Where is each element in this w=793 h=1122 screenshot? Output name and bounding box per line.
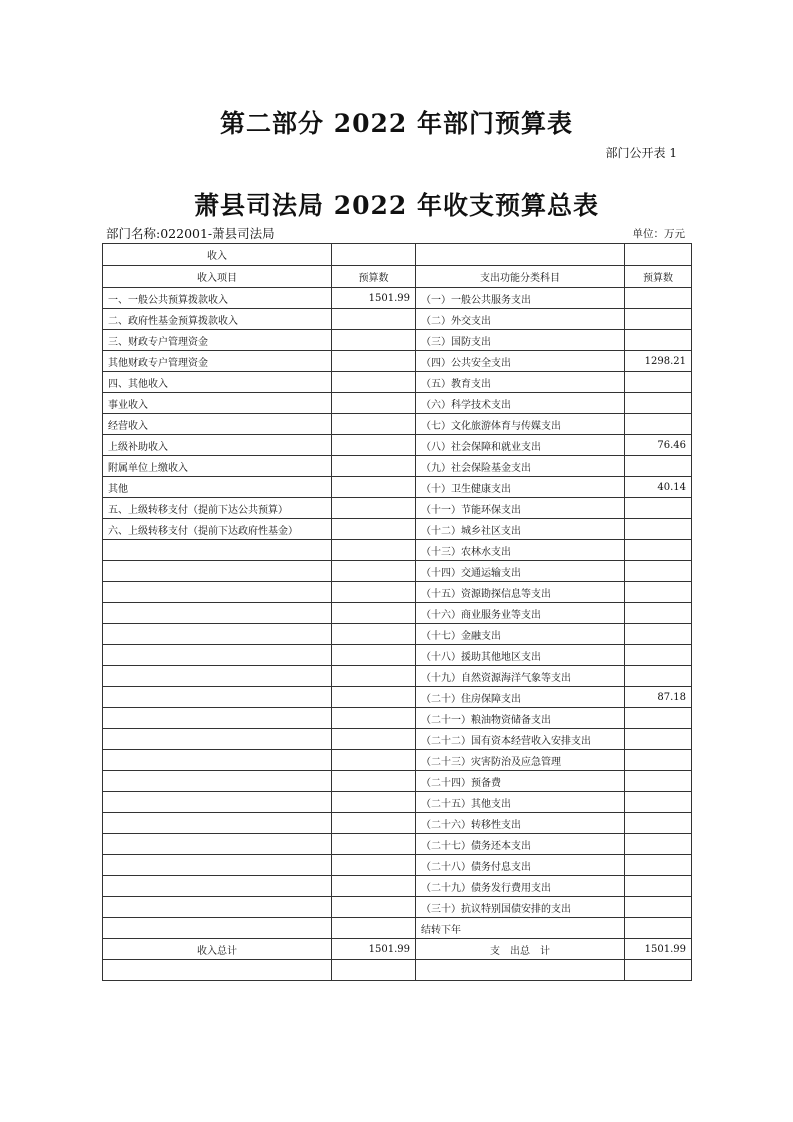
income-amount-cell [332, 351, 416, 372]
expense-item-cell: （三十）抗议特别国债安排的支出 [416, 897, 625, 918]
income-amount-cell [332, 309, 416, 330]
income-item-cell [103, 582, 332, 603]
blank-cell [416, 960, 625, 981]
income-amount-cell [332, 834, 416, 855]
expense-amount-cell [625, 372, 692, 393]
expense-item-cell: （十四）交通运输支出 [416, 561, 625, 582]
department-name: 部门名称:022001-萧县司法局 [106, 226, 275, 241]
income-amount-cell [332, 456, 416, 477]
income-amount-cell [332, 855, 416, 876]
income-item-cell: 附属单位上缴收入 [103, 456, 332, 477]
table-row [103, 855, 692, 876]
expense-item-cell: （二十七）债务还本支出 [416, 834, 625, 855]
income-item-cell [103, 561, 332, 582]
expense-item-cell: （三）国防支出 [416, 330, 625, 351]
expense-item-cell: （十三）农林水支出 [416, 540, 625, 561]
expense-item-cell: （二十五）其他支出 [416, 792, 625, 813]
expense-amount-cell [625, 792, 692, 813]
expense-item-cell: （四）公共安全支出 [416, 351, 625, 372]
income-amount-cell [332, 792, 416, 813]
expense-item-cell: 结转下年 [416, 918, 625, 939]
expense-item-cell: （十五）资源勘探信息等支出 [416, 582, 625, 603]
expense-amount-cell [625, 330, 692, 351]
income-amount-cell [332, 519, 416, 540]
budget-table [102, 243, 692, 981]
expense-amount-cell [625, 708, 692, 729]
table-row [103, 456, 692, 477]
income-total-value: 1501.99 [332, 939, 416, 960]
expense-item-cell: （五）教育支出 [416, 372, 625, 393]
table-row [103, 750, 692, 771]
expense-item-cell: （十二）城乡社区支出 [416, 519, 625, 540]
table-row [103, 519, 692, 540]
income-item-cell: 经营收入 [103, 414, 332, 435]
expense-item-cell: （二十）住房保障支出 [416, 687, 625, 708]
table-row [103, 729, 692, 750]
table-row [103, 645, 692, 666]
expense-item-cell: （二十四）预备费 [416, 771, 625, 792]
expense-item-cell: （二十九）债务发行费用支出 [416, 876, 625, 897]
table-row [103, 435, 692, 456]
expense-item-cell: （七）文化旅游体育与传媒支出 [416, 414, 625, 435]
income-item-cell: 其他财政专户管理资金 [103, 351, 332, 372]
income-item-cell: 事业收入 [103, 393, 332, 414]
table-row [103, 771, 692, 792]
income-amount-cell [332, 582, 416, 603]
income-item-cell [103, 666, 332, 687]
expense-amount-cell [625, 855, 692, 876]
header-blank [625, 244, 692, 266]
income-item-header: 收入项目 [103, 266, 332, 288]
income-item-cell: 一、一般公共预算拨款收入 [103, 288, 332, 309]
income-item-cell [103, 729, 332, 750]
page-title: 萧县司法局 2022 年收支预算总表 [194, 191, 599, 220]
part-title: 第二部分 2022 年部门预算表 [220, 109, 573, 138]
expense-amount-cell [625, 498, 692, 519]
table-row [103, 918, 692, 939]
income-total-label: 收入总计 [103, 939, 332, 960]
income-item-cell [103, 897, 332, 918]
expense-amount-cell: 76.46 [625, 435, 692, 456]
income-amount-cell [332, 918, 416, 939]
expense-amount-cell [625, 519, 692, 540]
blank-row [103, 960, 692, 981]
table-row [103, 372, 692, 393]
income-amount-cell [332, 708, 416, 729]
expense-amount-cell [625, 771, 692, 792]
expense-amount-cell [625, 624, 692, 645]
income-amount-cell [332, 435, 416, 456]
totals-row [103, 939, 692, 960]
table-row [103, 561, 692, 582]
income-item-cell: 上级补助收入 [103, 435, 332, 456]
blank-cell [625, 960, 692, 981]
income-item-cell: 五、上级转移支付（提前下达公共预算） [103, 498, 332, 519]
expense-amount-cell: 40.14 [625, 477, 692, 498]
income-item-cell: 二、政府性基金预算拨款收入 [103, 309, 332, 330]
income-item-cell [103, 645, 332, 666]
income-item-cell [103, 687, 332, 708]
expense-budget-header: 预算数 [625, 266, 692, 288]
expense-amount-cell [625, 456, 692, 477]
table-row [103, 666, 692, 687]
expense-amount-cell: 87.18 [625, 687, 692, 708]
expense-amount-cell [625, 918, 692, 939]
expense-amount-cell [625, 897, 692, 918]
income-amount-cell [332, 729, 416, 750]
income-amount-cell [332, 540, 416, 561]
header-row-income [103, 244, 692, 266]
table-row [103, 813, 692, 834]
income-item-cell [103, 603, 332, 624]
expense-item-cell: （六）科学技术支出 [416, 393, 625, 414]
table-row [103, 351, 692, 372]
expense-item-cell: （二）外交支出 [416, 309, 625, 330]
expense-amount-cell [625, 876, 692, 897]
expense-amount-cell: 1298.21 [625, 351, 692, 372]
expense-total-value: 1501.99 [625, 939, 692, 960]
table-row [103, 834, 692, 855]
header-blank [416, 244, 625, 266]
income-amount-cell [332, 603, 416, 624]
table-row [103, 540, 692, 561]
income-item-cell: 六、上级转移支付（提前下达政府性基金） [103, 519, 332, 540]
expense-amount-cell [625, 729, 692, 750]
table-row [103, 477, 692, 498]
expense-item-cell: （二十三）灾害防治及应急管理 [416, 750, 625, 771]
blank-cell [332, 960, 416, 981]
table-row [103, 393, 692, 414]
income-item-cell [103, 876, 332, 897]
income-item-cell: 三、财政专户管理资金 [103, 330, 332, 351]
expense-amount-cell [625, 288, 692, 309]
expense-amount-cell [625, 603, 692, 624]
table-row [103, 624, 692, 645]
income-amount-cell [332, 666, 416, 687]
income-item-cell [103, 813, 332, 834]
expense-item-cell: （一）一般公共服务支出 [416, 288, 625, 309]
expense-item-cell: （九）社会保险基金支出 [416, 456, 625, 477]
expense-item-cell: （二十一）粮油物资储备支出 [416, 708, 625, 729]
expense-amount-cell [625, 645, 692, 666]
expense-item-cell: （二十八）债务付息支出 [416, 855, 625, 876]
table-row [103, 792, 692, 813]
expense-amount-cell [625, 582, 692, 603]
income-amount-cell [332, 624, 416, 645]
expense-item-cell: （十六）商业服务业等支出 [416, 603, 625, 624]
header-blank [332, 244, 416, 266]
income-amount-cell [332, 372, 416, 393]
table-row [103, 309, 692, 330]
table-row [103, 603, 692, 624]
header-row-columns [103, 266, 692, 288]
expense-item-cell: （二十二）国有资本经营收入安排支出 [416, 729, 625, 750]
income-item-cell: 四、其他收入 [103, 372, 332, 393]
income-item-cell [103, 624, 332, 645]
expense-amount-cell [625, 561, 692, 582]
income-amount-cell [332, 414, 416, 435]
table-row [103, 687, 692, 708]
expense-amount-cell [625, 750, 692, 771]
expense-item-cell: （二十六）转移性支出 [416, 813, 625, 834]
expense-item-cell: （十七）金融支出 [416, 624, 625, 645]
expense-amount-cell [625, 540, 692, 561]
expense-amount-cell [625, 834, 692, 855]
income-item-cell [103, 834, 332, 855]
income-amount-cell [332, 645, 416, 666]
expense-total-label: 支 出总 计 [416, 939, 625, 960]
income-amount-cell: 1501.99 [332, 288, 416, 309]
table-number: 部门公开表 1 [605, 146, 677, 160]
income-item-cell [103, 708, 332, 729]
table-row [103, 897, 692, 918]
income-amount-cell [332, 750, 416, 771]
expense-item-cell: （八）社会保障和就业支出 [416, 435, 625, 456]
expense-amount-cell [625, 414, 692, 435]
table-row [103, 288, 692, 309]
table-row [103, 876, 692, 897]
income-amount-cell [332, 330, 416, 351]
table-row [103, 330, 692, 351]
income-item-cell [103, 918, 332, 939]
table-row [103, 414, 692, 435]
income-item-cell [103, 855, 332, 876]
income-amount-cell [332, 771, 416, 792]
table-row [103, 498, 692, 519]
expense-item-cell: （十八）援助其他地区支出 [416, 645, 625, 666]
income-amount-cell [332, 498, 416, 519]
income-amount-cell [332, 561, 416, 582]
income-amount-cell [332, 897, 416, 918]
income-item-cell: 其他 [103, 477, 332, 498]
blank-cell [103, 960, 332, 981]
expense-item-cell: （十九）自然资源海洋气象等支出 [416, 666, 625, 687]
income-amount-cell [332, 876, 416, 897]
income-header: 收入 [103, 244, 332, 266]
expense-amount-cell [625, 666, 692, 687]
income-item-cell [103, 750, 332, 771]
income-budget-header: 预算数 [332, 266, 416, 288]
unit-label: 单位：万元 [632, 228, 685, 240]
income-amount-cell [332, 393, 416, 414]
table-row [103, 582, 692, 603]
income-item-cell [103, 792, 332, 813]
income-item-cell [103, 771, 332, 792]
income-item-cell [103, 540, 332, 561]
income-amount-cell [332, 477, 416, 498]
expense-amount-cell [625, 393, 692, 414]
table-row [103, 708, 692, 729]
income-amount-cell [332, 687, 416, 708]
expense-item-cell: （十一）节能环保支出 [416, 498, 625, 519]
expense-amount-cell [625, 813, 692, 834]
expense-item-cell: （十）卫生健康支出 [416, 477, 625, 498]
expense-item-header: 支出功能分类科目 [416, 266, 625, 288]
expense-amount-cell [625, 309, 692, 330]
income-amount-cell [332, 813, 416, 834]
